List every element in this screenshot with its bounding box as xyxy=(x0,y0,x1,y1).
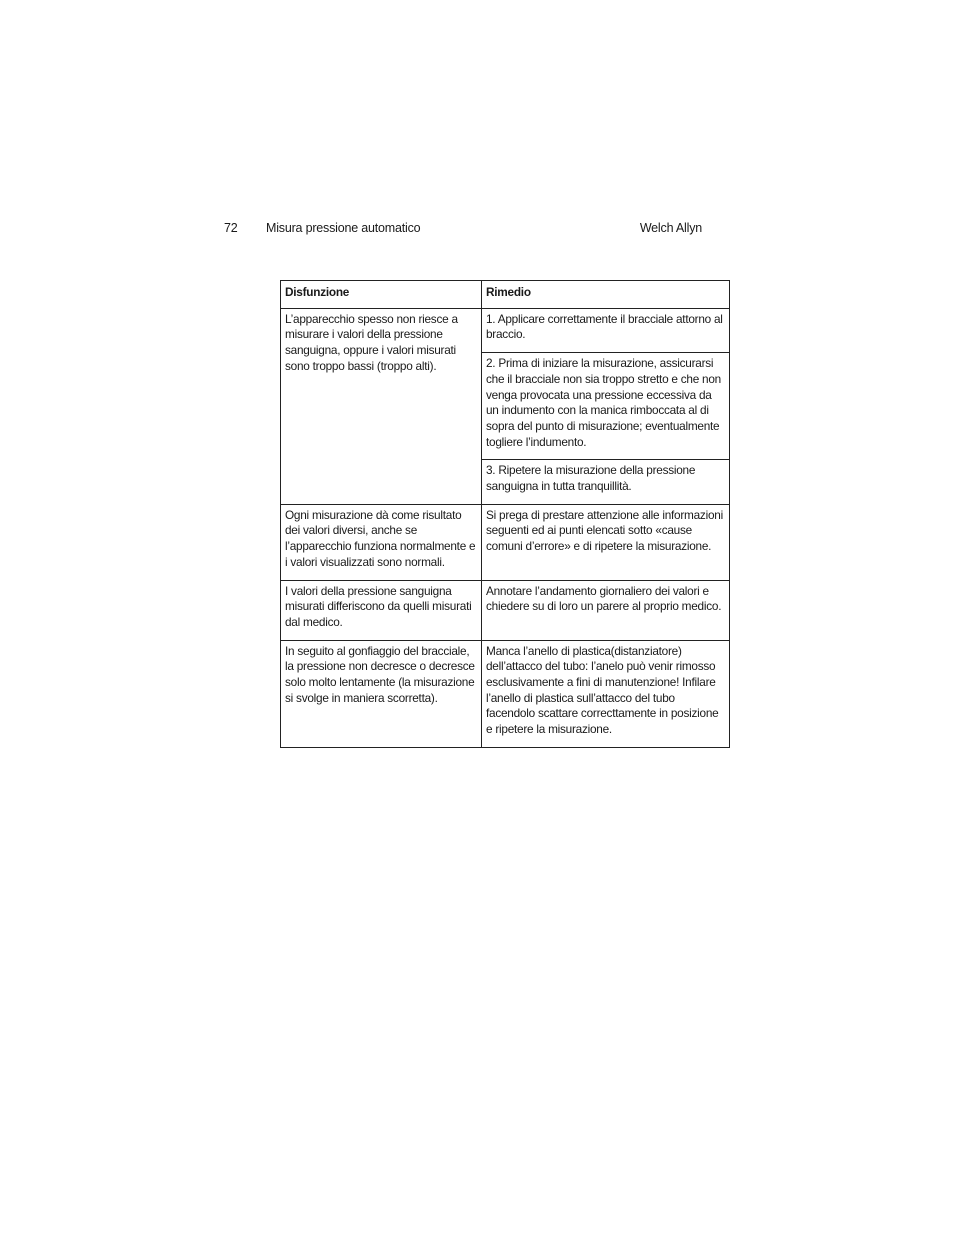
table-row xyxy=(281,308,730,352)
table-row xyxy=(281,580,730,640)
section-title: Misura pressione automatico xyxy=(266,221,421,235)
problem-cell: L’apparecchio spesso non riesce a misurare i valori della pressione sanguigna, oppure i valori misurati sono troppo bassi (troppo alti). xyxy=(281,308,482,504)
remedy-cell: 2. Prima di iniziare la misurazione, assicurarsi che il bracciale non sia troppo stretto e che non venga provocata una pressione eccessiva da un indumento con la manica rimboccata al di sopra del punto di misurazione; eventualmente togliere l’indumento. xyxy=(482,353,730,460)
table-header-row xyxy=(281,281,730,309)
brand-name: Welch Allyn xyxy=(639,221,702,235)
table-row xyxy=(281,504,730,580)
remedy-cell: Manca l’anello di plastica(distanziatore) dell’attacco del tubo: l’anelo può venir rimosso esclusivamente a fini di manutenzione! Infilare l’anello di plastica sull’attacco del tubo facendolo scattare correcttamente in posizione e ripetere la misurazione. xyxy=(482,640,730,747)
problem-cell: In seguito al gonfiaggio del bracciale, la pressione non decresce o decresce solo molto lentamente (la misurazione si svolge in maniera scorretta). xyxy=(281,640,482,747)
column-header-disfunzione: Disfunzione xyxy=(281,281,482,309)
remedy-cell: 3. Ripetere la misurazione della pressione sanguigna in tutta tranquillità. xyxy=(482,460,730,504)
running-header xyxy=(224,221,702,239)
remedy-cell: 1. Applicare correttamente il bracciale attorno al braccio. xyxy=(482,308,730,352)
problem-cell: Ogni misurazione dà come risultato dei valori diversi, anche se l’apparecchio funziona normalmente e i valori visualizzati sono normali. xyxy=(281,504,482,580)
problem-cell: I valori della pressione sanguigna misurati differiscono da quelli misurati dal medico. xyxy=(281,580,482,640)
troubleshooting-table xyxy=(280,280,730,748)
remedy-cell: Si prega di prestare attenzione alle informazioni seguenti ed ai punti elencati sotto «cause comuni d’errore» e di ripetere la misurazione. xyxy=(482,504,730,580)
page-number: 72 xyxy=(224,221,238,235)
column-header-rimedio: Rimedio xyxy=(482,281,730,309)
remedy-cell: Annotare l’andamento giornaliero dei valori e chiedere su di loro un parere al proprio medico. xyxy=(482,580,730,640)
table-row xyxy=(281,640,730,747)
